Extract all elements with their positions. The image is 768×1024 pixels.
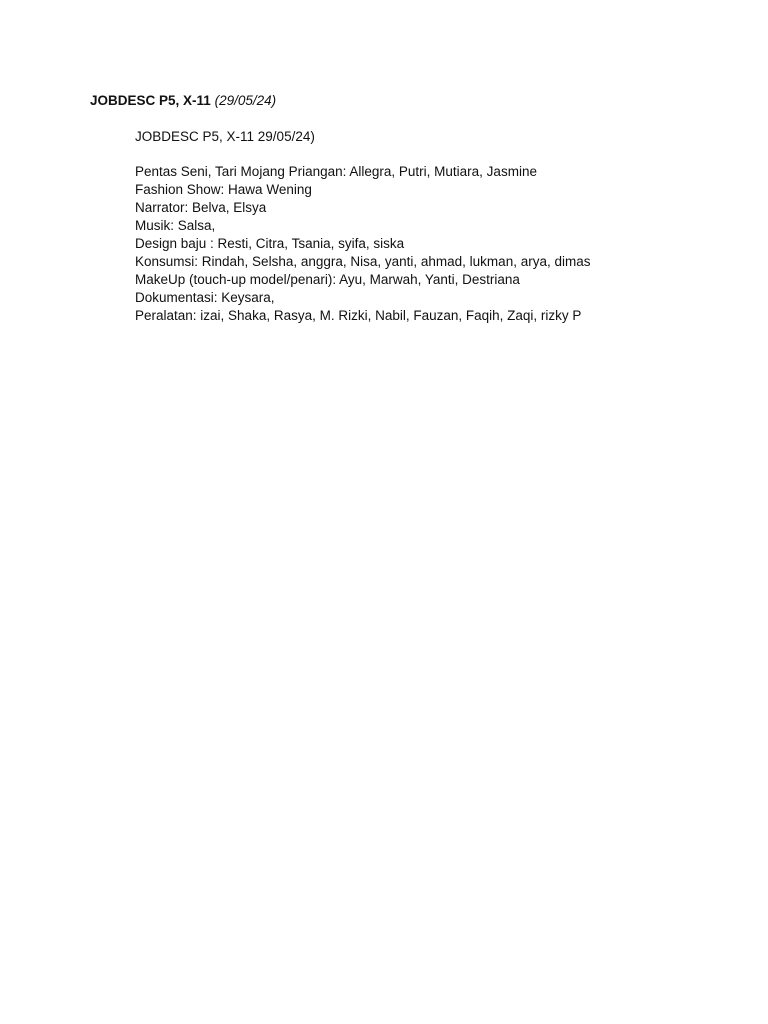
assignment-item: Fashion Show: Hawa Wening [135, 182, 312, 197]
assignment-item: Design baju : Resti, Citra, Tsania, syifa, siska [135, 236, 405, 251]
assignment-item: Narrator: Belva, Elsya [135, 200, 267, 215]
document-heading [90, 92, 276, 110]
document-subtitle: JOBDESC P5, X-11 29/05/24) [135, 129, 315, 144]
assignment-list [135, 163, 735, 325]
assignment-item: Musik: Salsa, [135, 218, 216, 233]
heading-date: (29/05/24) [214, 93, 277, 108]
assignment-item: Pentas Seni, Tari Mojang Priangan: Allegra, Putri, Mutiara, Jasmine [135, 164, 537, 179]
assignment-item: Konsumsi: Rindah, Selsha, anggra, Nisa, yanti, ahmad, lukman, arya, dimas [135, 254, 591, 269]
assignment-item: Peralatan: izai, Shaka, Rasya, M. Rizki, Nabil, Fauzan, Faqih, Zaqi, rizky P [135, 308, 582, 323]
heading-title: JOBDESC P5, X-11 [90, 93, 211, 108]
document-body [135, 128, 735, 325]
assignment-item: Dokumentasi: Keysara, [135, 290, 275, 305]
assignment-item: MakeUp (touch-up model/penari): Ayu, Marwah, Yanti, Destriana [135, 272, 520, 287]
